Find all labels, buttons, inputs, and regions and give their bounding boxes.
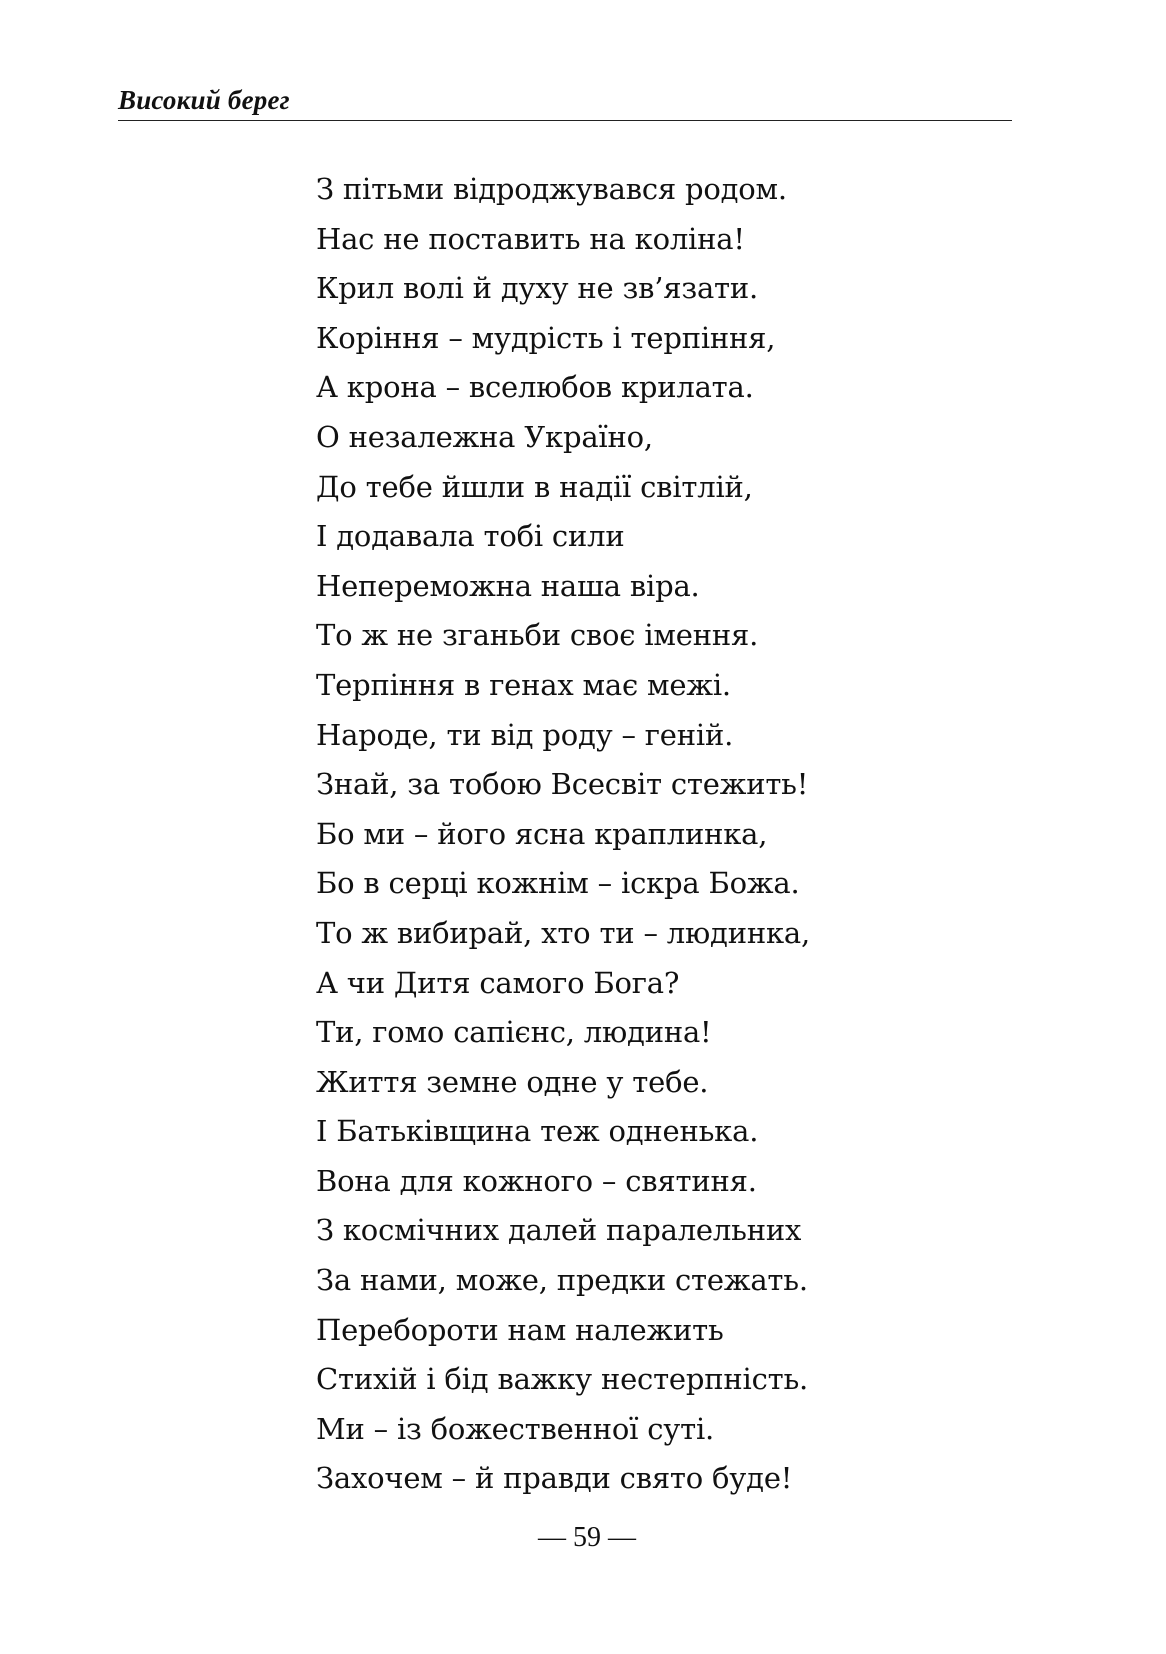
page-number: — 59 — — [538, 1522, 636, 1553]
poem-line: То ж вибирай, хто ти – людинка, — [316, 915, 810, 950]
poem-line: І додавала тобі сили — [316, 519, 625, 554]
poem-line: А чи Дитя самого Бога? — [316, 965, 680, 1000]
poem-line: Вона для кожного – святиня. — [316, 1163, 757, 1198]
poem-line: Бо в серці кожнім – іскра Божа. — [316, 866, 800, 901]
poem-line: Непереможна наша віра. — [316, 568, 700, 603]
poem-line: Знай, за тобою Всесвіт стежить! — [316, 767, 809, 802]
poem-line: З космічних далей паралельних — [316, 1213, 802, 1248]
poem-line: То ж не зганьби своє імення. — [316, 618, 759, 653]
poem-line: Стихій і бід важку нестерпність. — [316, 1362, 809, 1397]
poem-line: За нами, може, предки стежать. — [316, 1263, 808, 1298]
poem-line: Нас не поставить на коліна! — [316, 221, 745, 256]
poem-line: Народе, ти від роду – геній. — [316, 717, 734, 752]
poem-line: О незалежна Україно, — [316, 419, 653, 454]
poem-text — [316, 165, 810, 1504]
poem-line: Ми – із божественної суті. — [316, 1411, 715, 1446]
poem-line: З пітьми відроджувався родом. — [316, 172, 787, 206]
poem-line: А крона – вселюбов крилата. — [316, 370, 754, 405]
poem-line: Життя земне одне у тебе. — [316, 1064, 709, 1099]
poem-line: Коріння – мудрість і терпіння, — [316, 320, 776, 355]
header-divider — [118, 120, 1012, 121]
poem-line: Захочем – й правди свято буде! — [316, 1461, 793, 1496]
poem-line: Ти, гомо сапієнс, людина! — [316, 1015, 712, 1050]
poem-line: Терпіння в генах має межі. — [316, 667, 731, 702]
poem-line: Крил волі й духу не зв’язати. — [316, 271, 759, 306]
poem-line: І Батьківщина теж одненька. — [316, 1114, 759, 1149]
running-header-title: Високий берег — [118, 85, 290, 115]
poem-line: Бо ми – його ясна краплинка, — [316, 816, 768, 851]
poem-line: До тебе йшли в надії світлій, — [316, 469, 753, 504]
poem-line: Перебороти нам належить — [316, 1312, 724, 1347]
